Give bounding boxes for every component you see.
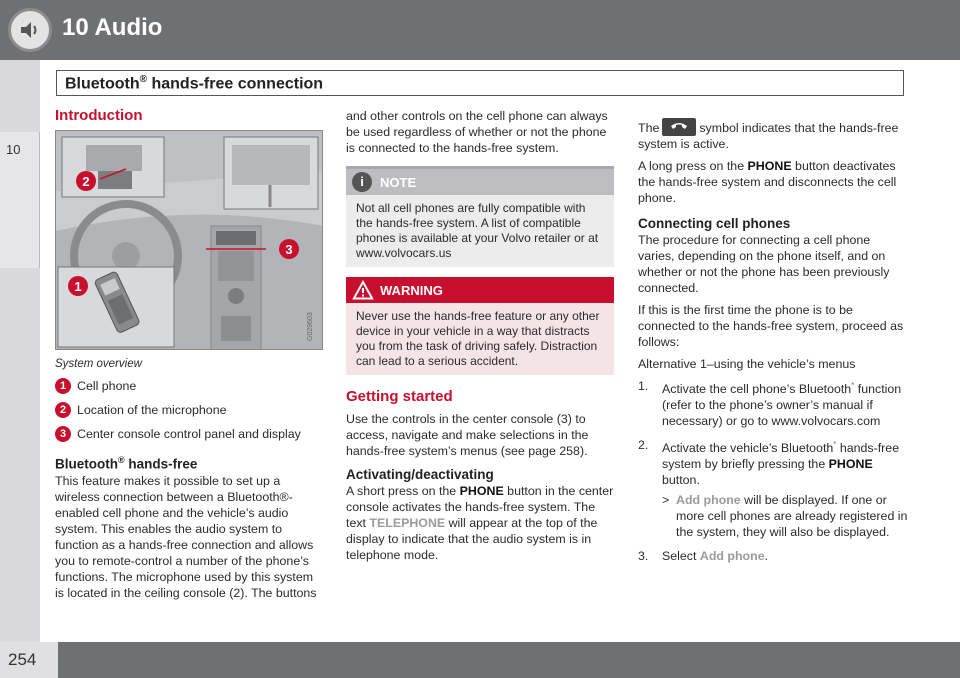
- legend-item: 1 Cell phone: [55, 378, 323, 394]
- page-number: 254: [8, 650, 37, 669]
- list-item: 2. Activate the vehicle’s Bluetooth* hands-free system by briefly pressing the PHONE button. > Add phone will be displayed. If one or more cell phones are already registered in the system, they will also be displayed.: [638, 438, 908, 540]
- dashboard-illustration: [56, 131, 323, 350]
- connecting-text: The procedure for connecting a cell phone varies, depending on the phone itself, and on whether or not the phone has been previously connected.: [638, 233, 890, 295]
- bluetooth-heading: Bluetooth® hands-free: [55, 455, 198, 472]
- speaker-icon: [8, 8, 52, 52]
- warning-box: [346, 277, 614, 375]
- legend-item: 2 Location of the microphone: [55, 402, 323, 418]
- chapter-title: 10 Audio: [62, 14, 163, 41]
- legend-item: 3 Center console control panel and display: [55, 426, 323, 442]
- list-item: 3. Select Add phone.: [638, 549, 769, 564]
- note-text: Not all cell phones are fully compatible with the hands-free system. A list of compatible phones is available at your Volvo retailer or at www.volvocars.us: [356, 201, 599, 260]
- callout-1-label: 1: [74, 279, 82, 294]
- activating-heading: Activating/deactivating: [346, 467, 494, 482]
- column-1: [55, 108, 323, 607]
- list-item: 1. Activate the cell phone’s Bluetooth* function (refer to the phone’s owner’s manual if necessary) or go to www.volvocars.com: [638, 379, 902, 429]
- long-press-text: A long press on the PHONE button deactivates the hands-free system and disconnects the cell phone.: [638, 159, 897, 205]
- sub-step: > Add phone will be displayed. If one or more cell phones are already registered in the system, they will also be displayed.: [662, 493, 908, 540]
- system-overview-figure: [55, 130, 323, 350]
- alternative-1-text: Alternative 1–using the vehicle’s menus: [638, 357, 856, 371]
- footer-bar: [0, 642, 960, 678]
- figure-code: G029603: [307, 312, 314, 341]
- figure-caption: System overview: [55, 358, 142, 370]
- warning-label: WARNING: [380, 283, 443, 298]
- bluetooth-body: This feature makes it possible to set up a wireless connection between a Bluetooth®-enabled cell phone and the vehicle’s audio system. This enables the audio system to function as a hands-free connection and allows you to remote-control a number of the phone’s functions. The microphone used by this system is located in the ceiling console (2). The buttons: [55, 473, 317, 600]
- first-time-text: If this is the first time the phone is to be connected to the hands-free system, proceed as follows:: [638, 303, 904, 349]
- column-2: [346, 108, 614, 569]
- note-label: NOTE: [380, 175, 417, 190]
- chapter-tab-number: 10: [6, 142, 21, 157]
- info-icon: i: [352, 172, 372, 192]
- section-title: Bluetooth® hands-free connection: [65, 74, 324, 93]
- chapter-tab-strip: [0, 60, 40, 642]
- activating-text: A short press on the PHONE button in the center console activates the hands-free system. The text TELEPHONE will appear at the top of the display to indicate that the audio system is in telephone mode.: [346, 484, 614, 562]
- connecting-heading: Connecting cell phones: [638, 216, 791, 231]
- continued-text: and other controls on the cell phone can always be used regardless of whether or not the phone is connected to the hands-free system.: [346, 109, 608, 155]
- steps-list: [638, 378, 908, 564]
- intro-heading: Introduction: [55, 107, 143, 124]
- warning-triangle-icon: [352, 280, 374, 304]
- section-title-bar: [56, 70, 904, 96]
- getting-started-heading: Getting started: [346, 388, 453, 405]
- column-3: [638, 108, 908, 572]
- warning-text: Never use the hands-free feature or any other device in your vehicle in a way that distracts you from the task of driving safely. Distraction can lead to a serious accident.: [356, 309, 600, 368]
- callout-3-label: 3: [285, 242, 293, 257]
- symbol-text: The symbol indicates that the hands-free system is active.: [638, 118, 908, 152]
- note-box: [346, 166, 614, 267]
- callout-2-label: 2: [82, 174, 90, 189]
- chapter-header-bar: [0, 0, 960, 60]
- getting-started-text: Use the controls in the center console (3) to access, navigate and make selections in the hands-free system’s menus (see page 258).: [346, 412, 589, 458]
- phone-handset-icon: [662, 118, 696, 136]
